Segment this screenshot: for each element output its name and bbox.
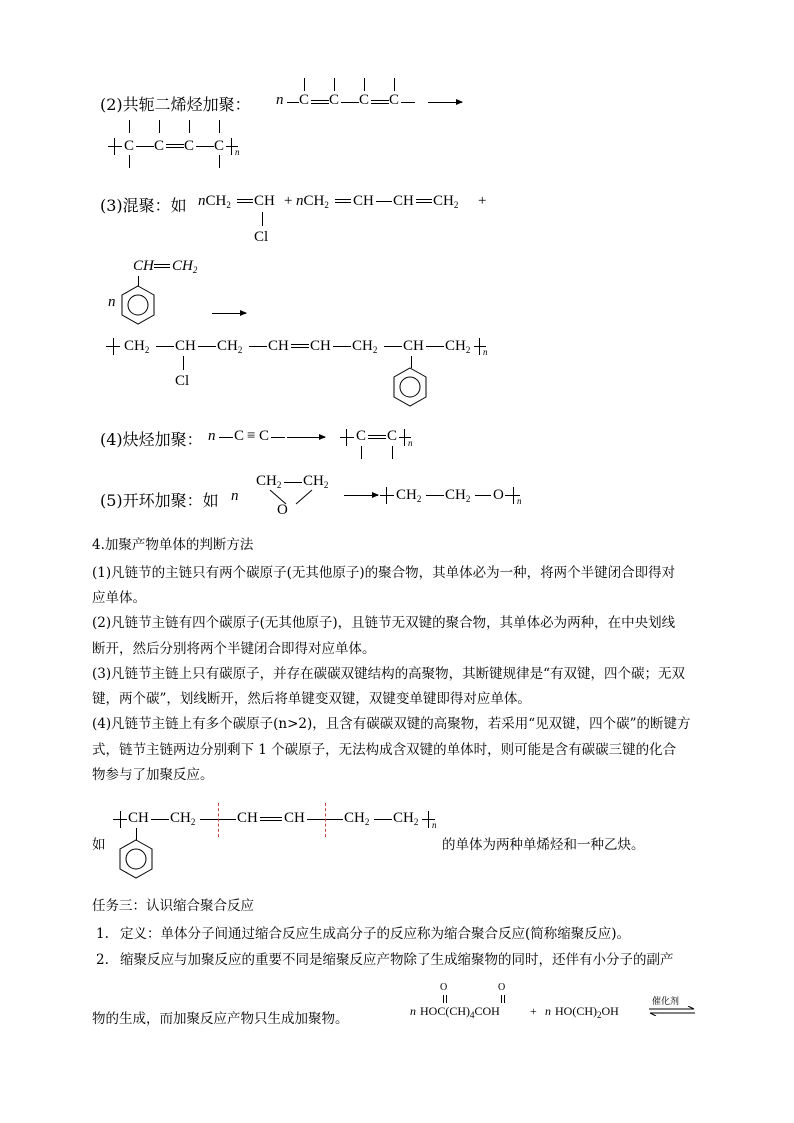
benzene-ring-icon xyxy=(120,284,156,326)
catalyst-label: 催化剂 xyxy=(652,997,680,1007)
equilibrium-arrow-icon xyxy=(648,1006,696,1016)
task3-item1-number: 1. xyxy=(96,926,109,942)
method-p1-line2: 应单体。 xyxy=(92,590,146,606)
section-3-label: (3)混聚：如 xyxy=(100,196,187,215)
benzene-ring-icon xyxy=(118,838,154,880)
method-p1-line1: (1)凡链节的主链只有两个碳原子(无其他原子)的聚合物，其单体必为一种，将两个半键闭合即得对 xyxy=(92,565,676,581)
method-p2-line2: 断开，然后分别将两个半键闭合即得对应单体。 xyxy=(92,641,376,657)
method-p2-line1: (2)凡链节主链有四个碳原子(无其他原子)，且链节无双键的聚合物，其单体必为两种，在中央划线 xyxy=(92,615,676,631)
task3-item2-line1: 缩聚反应与加聚反应的重要不同是缩聚反应产物除了生成缩聚物的同时，还伴有小分子的副产 xyxy=(120,952,674,968)
reaction-arrow xyxy=(287,437,325,438)
reaction-arrow xyxy=(344,495,378,496)
section-2-label: (2)共轭二烯烃加聚： xyxy=(100,95,251,114)
task3-item1-text: 定义：单体分子间通过缩合反应生成高分子的反应称为缩合聚合反应(简称缩聚反应)。 xyxy=(120,926,631,942)
method-p4-line1: (4)凡链节主链上有多个碳原子(n>2)，且含有碳碳双键的高聚物，若采用“见双键，四个碳”的断键方 xyxy=(92,716,691,732)
task3-item2-line2: 物的生成，而加聚反应产物只生成加聚物。 xyxy=(92,1011,349,1027)
method-p3-line1: (3)凡链节主链上只有碳原子，并存在碳碳双键结构的高聚物，其断键规律是“有双键，四个碳；无双 xyxy=(92,666,686,682)
section-5-label: (5)开环加聚：如 xyxy=(100,491,219,510)
method-p4-line3: 物参与了加聚反应。 xyxy=(92,767,214,783)
section-4-label: (4)炔烃加聚： xyxy=(100,430,203,449)
reaction-arrow xyxy=(212,313,246,314)
reaction-arrow xyxy=(428,102,462,103)
task3-title: 任务三：认识缩合聚合反应 xyxy=(92,898,254,914)
method-title: 4.加聚产物单体的判断方法 xyxy=(92,537,254,553)
method-p4-line2: 式，链节主链两边分别剩下 1 个碳原子，无法构成含双键的单体时，则可能是含有碳碳三键的化合 xyxy=(92,742,677,758)
task3-item2-number: 2. xyxy=(96,952,109,968)
example-suffix: 的单体为两种单烯烃和一种乙炔。 xyxy=(442,837,645,853)
method-p3-line2: 键，两个碳”，划线断开，然后将单键变双键，双键变单键即得对应单体。 xyxy=(92,691,531,707)
benzene-ring-icon xyxy=(392,366,428,408)
example-prefix: 如 xyxy=(92,837,106,853)
